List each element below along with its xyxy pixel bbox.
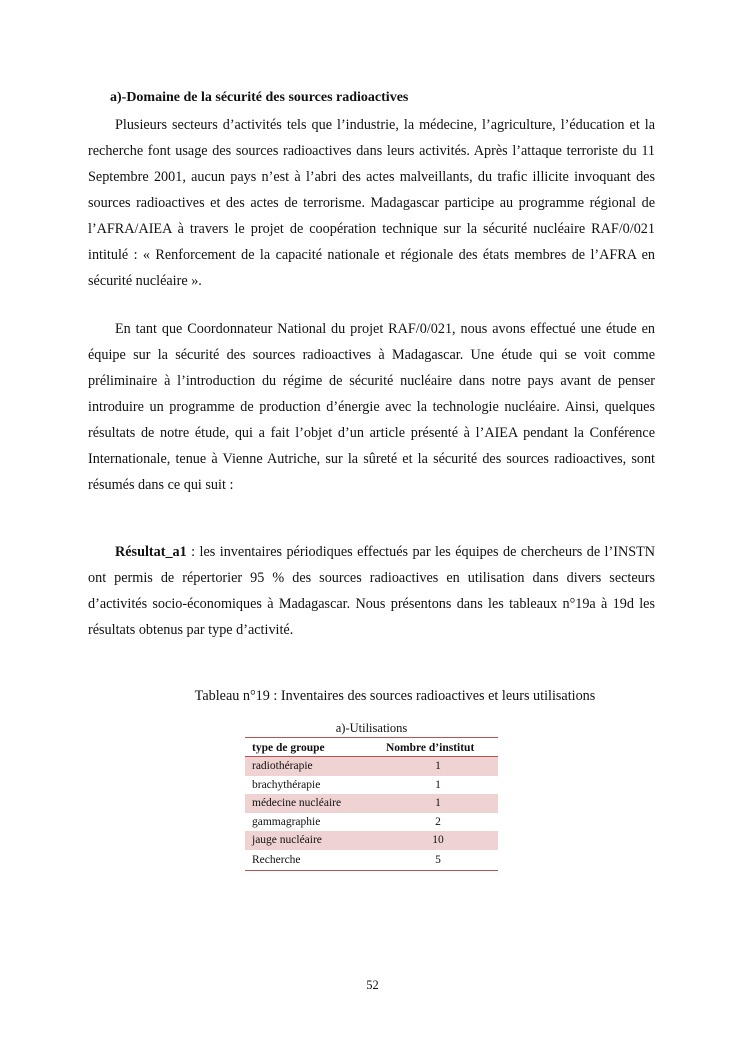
table-row [245,794,498,813]
table-subcaption: a)-Utilisations [335,721,408,735]
cell-type: Recherche [245,850,378,871]
page-number: 52 [366,978,379,992]
header-count: Nombre d’institut [378,738,498,757]
cell-type: radiothérapie [245,757,378,776]
result-label: Résultat_a1 [115,544,187,560]
table-row [245,831,498,850]
table-row [245,813,498,832]
cell-count: 1 [435,778,441,791]
cell-count: 5 [378,850,498,871]
paragraph-study: En tant que Coordonnateur National du projet RAF/0/021, nous avons effectué une étude en équipe sur la sécurité des sources radioactives à Madagascar. Une étude qui se voit comme préliminaire à l’introduction du régime de sécurité nucléaire dans notre pays avant de penser introduire un programme de production d’énergie avec la technologie nucléaire. Ainsi, quelques résultats de notre étude, qui a fait l’objet d’un article présenté à l’AIEA pendant la Conférence Internationale, tenue à Vienne Autriche, sur la sûreté et la sécurité des sources radioactives, sont résumés dans ce qui suit : [88,321,655,493]
cell-count: 1 [378,757,498,776]
table-row [245,757,498,776]
table-row [245,850,498,871]
table-caption: Tableau n°19 : Inventaires des sources radioactives et leurs utilisations [194,688,596,704]
cell-type: jauge nucléaire [245,831,378,850]
cell-type: médecine nucléaire [245,794,378,813]
cell-type: gammagraphie [252,815,321,828]
header-type: type de groupe [245,738,378,757]
table-header-row [245,738,498,757]
paragraph-result [88,539,655,643]
table-row [245,776,498,795]
cell-count: 10 [378,831,498,850]
cell-count: 2 [435,815,441,828]
section-heading: a)-Domaine de la sécurité des sources radioactives [110,90,409,105]
cell-count: 1 [378,794,498,813]
paragraph-intro: Plusieurs secteurs d’activités tels que l’industrie, la médecine, l’agriculture, l’éducation et la recherche font usage des sources radioactives dans leurs activités. Après l’attaque terroriste du 11 Septembre 2001, aucun pays n’est à l’abri des actes malveillants, du trafic illicite invoquant des sources radioactives et des actes de terrorisme. Madagascar participe au programme régional de l’AFRA/AIEA à travers le projet de coopération technique sur la sécurité nucléaire RAF/0/021 intitulé : « Renforcement de la capacité nationale et régionale des états membres de l’AFRA en sécurité nucléaire ». [88,117,655,289]
inventory-table [245,737,498,871]
cell-type: brachythérapie [252,778,321,791]
result-text: : les inventaires périodiques effectués par les équipes de chercheurs de l’INSTN ont permis de répertorier 95 % des sources radioactives en utilisation dans divers secteurs d’activités socio-économiques à Madagascar. Nous présentons dans les tableaux n°19a à 19d les résultats obtenus par type d’activité. [88,544,655,638]
